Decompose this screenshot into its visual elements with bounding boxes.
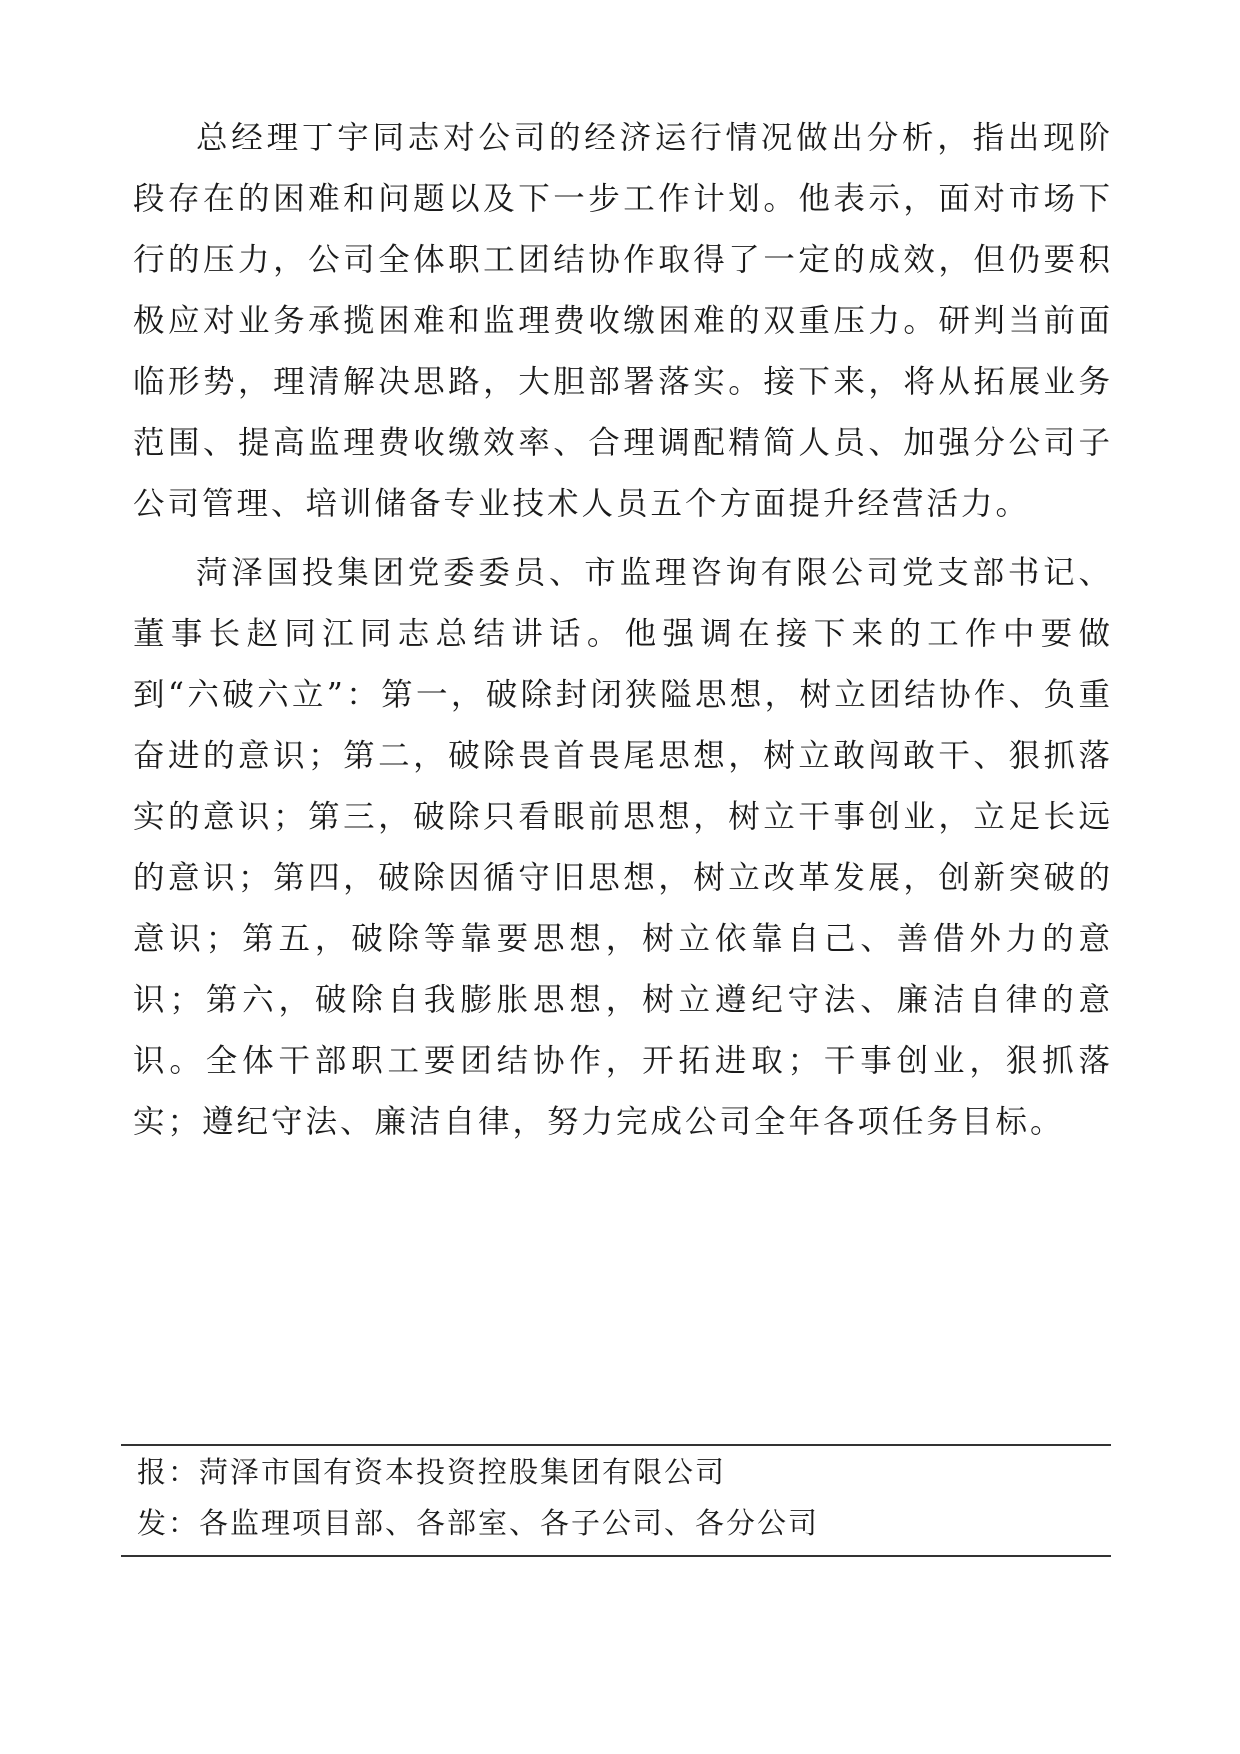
distribution-block <box>121 1444 1111 1557</box>
report-to-line: 报：菏泽市国有资本投资控股集团有限公司 <box>137 1455 727 1489</box>
distribution-bottom-rule <box>121 1555 1111 1557</box>
document-body <box>133 108 1113 1153</box>
paragraph-chairman-speech: 菏泽国投集团党委委员、市监理咨询有限公司党支部书记、董事长赵同江同志总结讲话。他强调在接下来的工作中要做到“六破六立”：第一，破除封闭狭隘思想，树立团结协作、负重奋进的意识；第二，破除畏首畏尾思想，树立敢闯敢干、狠抓落实的意识；第三，破除只看眼前思想，树立干事创业，立足长远的意识；第四，破除因循守旧思想，树立改革发展，创新突破的意识；第五，破除等靠要思想，树立依靠自己、善借外力的意识；第六，破除自我膨胀思想，树立遵纪守法、廉洁自律的意识。全体干部职工要团结协作，开拓进取；干事创业，狠抓落实；遵纪守法、廉洁自律，努力完成公司全年各项任务目标。 <box>133 555 1113 1140</box>
send-to-line: 发：各监理项目部、各部室、各子公司、各分公司 <box>137 1506 820 1540</box>
paragraph-general-manager-analysis: 总经理丁宇同志对公司的经济运行情况做出分析，指出现阶段存在的困难和问题以及下一步工作计划。他表示，面对市场下行的压力，公司全体职工团结协作取得了一定的成效，但仍要积极应对业务承揽困难和监理费收缴困难的双重压力。研判当前面临形势，理清解决思路，大胆部署落实。接下来，将从拓展业务范围、提高监理费收缴效率、合理调配精简人员、加强分公司子公司管理、培训储备专业技术人员五个方面提升经营活力。 <box>133 120 1113 522</box>
distribution-top-rule <box>121 1444 1111 1446</box>
